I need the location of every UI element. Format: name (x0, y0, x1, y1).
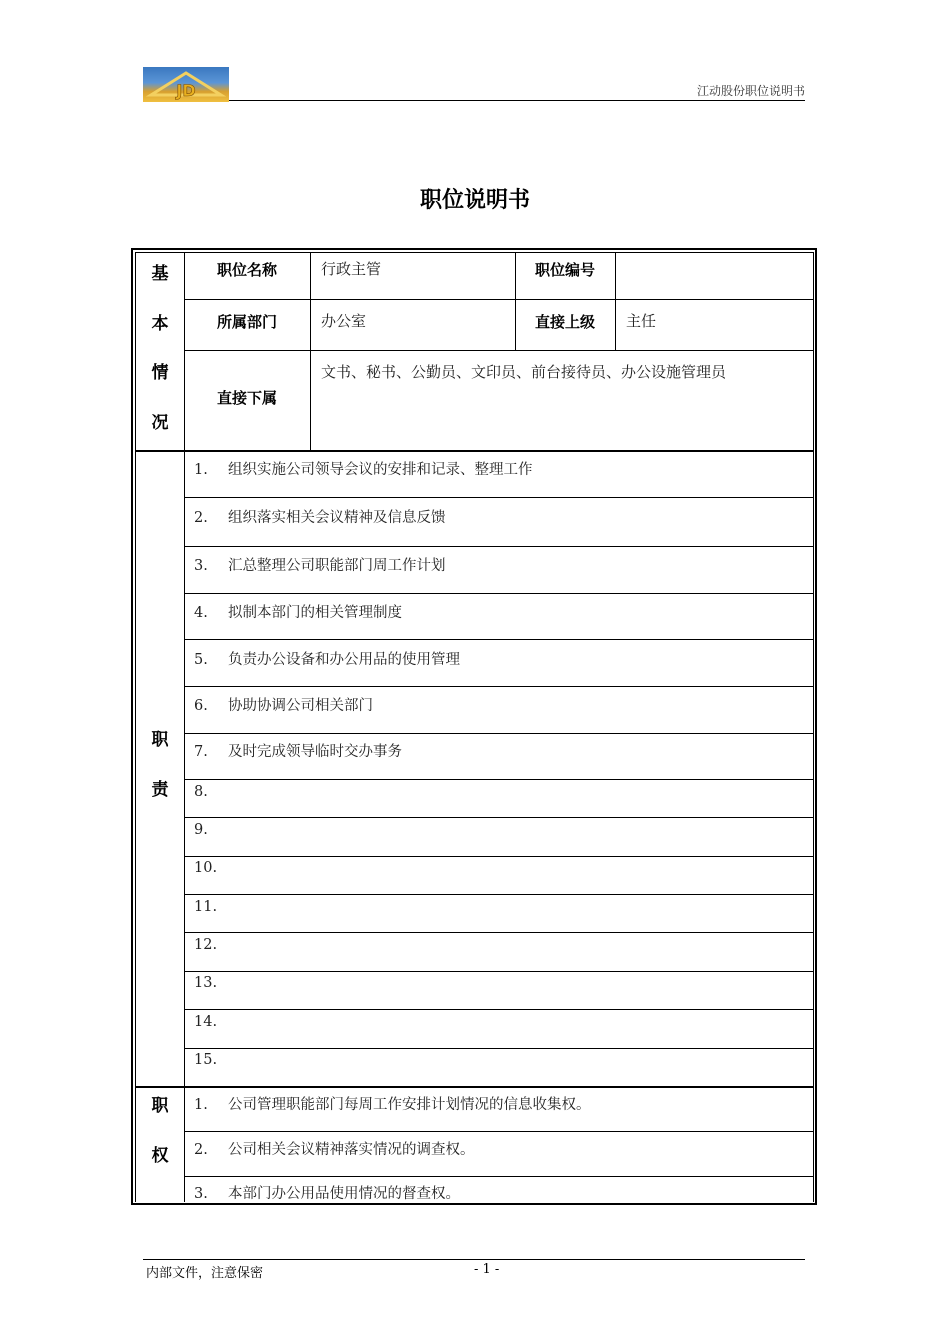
basic-section-char: 情 (151, 363, 169, 383)
position-no-label: 职位编号 (534, 261, 595, 279)
duty-item (194, 899, 228, 915)
duty-row-divider (184, 971, 814, 972)
duty-item (194, 937, 228, 953)
row-divider (184, 299, 814, 300)
department-value: 办公室 (321, 312, 367, 330)
duty-num: 13. (194, 975, 218, 991)
authority-num: 2. (194, 1142, 208, 1158)
duty-item (194, 554, 446, 575)
table-inner-right-border (813, 252, 814, 1202)
duty-num: 7. (194, 744, 208, 760)
footer-rule (143, 1259, 805, 1260)
table-inner-top-border (135, 252, 814, 253)
duty-item (194, 648, 460, 669)
duty-text: 及时完成领导临时交办事务 (228, 744, 402, 760)
authority-item (194, 1138, 475, 1159)
duty-row-divider (184, 593, 814, 594)
authority-num: 3. (194, 1186, 208, 1202)
duty-text: 汇总整理公司职能部门周工作计划 (228, 558, 446, 574)
duty-item (194, 601, 402, 622)
logo-text: JD (176, 81, 196, 100)
duty-item (194, 506, 446, 527)
duty-num: 1. (194, 462, 208, 478)
duty-item (194, 1052, 228, 1068)
authority-text: 本部门办公用品使用情况的督查权。 (228, 1186, 460, 1202)
duty-text: 组织落实相关会议精神及信息反馈 (228, 510, 446, 526)
duty-text: 拟制本部门的相关管理制度 (228, 605, 402, 621)
authority-section-char: 职 (151, 1096, 169, 1116)
section-divider-duties-authority (135, 1086, 814, 1088)
duty-text: 组织实施公司领导会议的安排和记录、整理工作 (228, 462, 533, 478)
duty-num: 2. (194, 510, 208, 526)
duty-row-divider (184, 686, 814, 687)
position-name-value: 行政主管 (321, 260, 382, 278)
duties-section-char: 责 (151, 780, 169, 800)
basic-section-char: 况 (151, 413, 169, 433)
section-divider-basic-duties (135, 450, 814, 452)
authority-row-divider (184, 1176, 814, 1177)
subordinates-value: 文书、秘书、公勤员、文印员、前台接待员、办公设施管理员 (321, 363, 727, 381)
duties-section-char: 职 (151, 730, 169, 750)
company-logo (143, 67, 229, 102)
department-label: 所属部门 (216, 313, 277, 331)
basic-section-char: 本 (151, 314, 169, 334)
duty-row-divider (184, 546, 814, 547)
label2-column-divider (615, 252, 616, 350)
duty-num: 5. (194, 652, 208, 668)
duty-row-divider (184, 856, 814, 857)
subordinates-label: 直接下属 (216, 389, 277, 407)
row-divider (184, 350, 814, 351)
duty-row-divider (184, 1009, 814, 1010)
duty-row-divider (184, 779, 814, 780)
authority-text: 公司相关会议精神落实情况的调查权。 (228, 1142, 475, 1158)
duty-item (194, 975, 228, 991)
duty-row-divider (184, 894, 814, 895)
label-column-divider (310, 252, 311, 450)
page-title: 职位说明书 (419, 188, 530, 213)
duty-item (194, 784, 228, 800)
position-name-label: 职位名称 (216, 261, 277, 279)
authority-item (194, 1182, 460, 1203)
duty-num: 9. (194, 822, 208, 838)
duty-num: 4. (194, 605, 208, 621)
duty-num: 14. (194, 1014, 218, 1030)
duty-num: 6. (194, 698, 208, 714)
duty-row-divider (184, 1048, 814, 1049)
duty-row-divider (184, 639, 814, 640)
authority-num: 1. (194, 1097, 208, 1113)
duty-num: 8. (194, 784, 208, 800)
footer-page-number: - 1 - (474, 1262, 500, 1277)
duty-text: 协助协调公司相关部门 (228, 698, 373, 714)
duty-text: 负责办公设备和办公用品的使用管理 (228, 652, 460, 668)
duty-num: 11. (194, 899, 218, 915)
authority-section-char: 权 (151, 1146, 169, 1166)
basic-section-char: 基 (151, 264, 169, 284)
authority-text: 公司管理职能部门每周工作安排计划情况的信息收集权。 (228, 1097, 591, 1113)
duty-row-divider (184, 733, 814, 734)
duty-num: 15. (194, 1052, 218, 1068)
duty-item (194, 694, 373, 715)
authority-row-divider (184, 1131, 814, 1132)
duty-row-divider (184, 932, 814, 933)
duty-item (194, 458, 533, 479)
superior-label: 直接上级 (534, 313, 595, 331)
duty-item (194, 740, 402, 761)
duty-num: 12. (194, 937, 218, 953)
duty-num: 3. (194, 558, 208, 574)
header-rule (229, 100, 805, 101)
authority-item (194, 1093, 591, 1114)
duty-row-divider (184, 497, 814, 498)
header-doc-name: 江动股份职位说明书 (696, 84, 805, 98)
duty-row-divider (184, 817, 814, 818)
duty-num: 10. (194, 860, 218, 876)
footer-confidential: 内部文件，注意保密 (146, 1266, 264, 1281)
superior-value: 主任 (626, 312, 657, 330)
duty-item (194, 1014, 228, 1030)
duty-item (194, 860, 228, 876)
duty-item (194, 822, 228, 838)
